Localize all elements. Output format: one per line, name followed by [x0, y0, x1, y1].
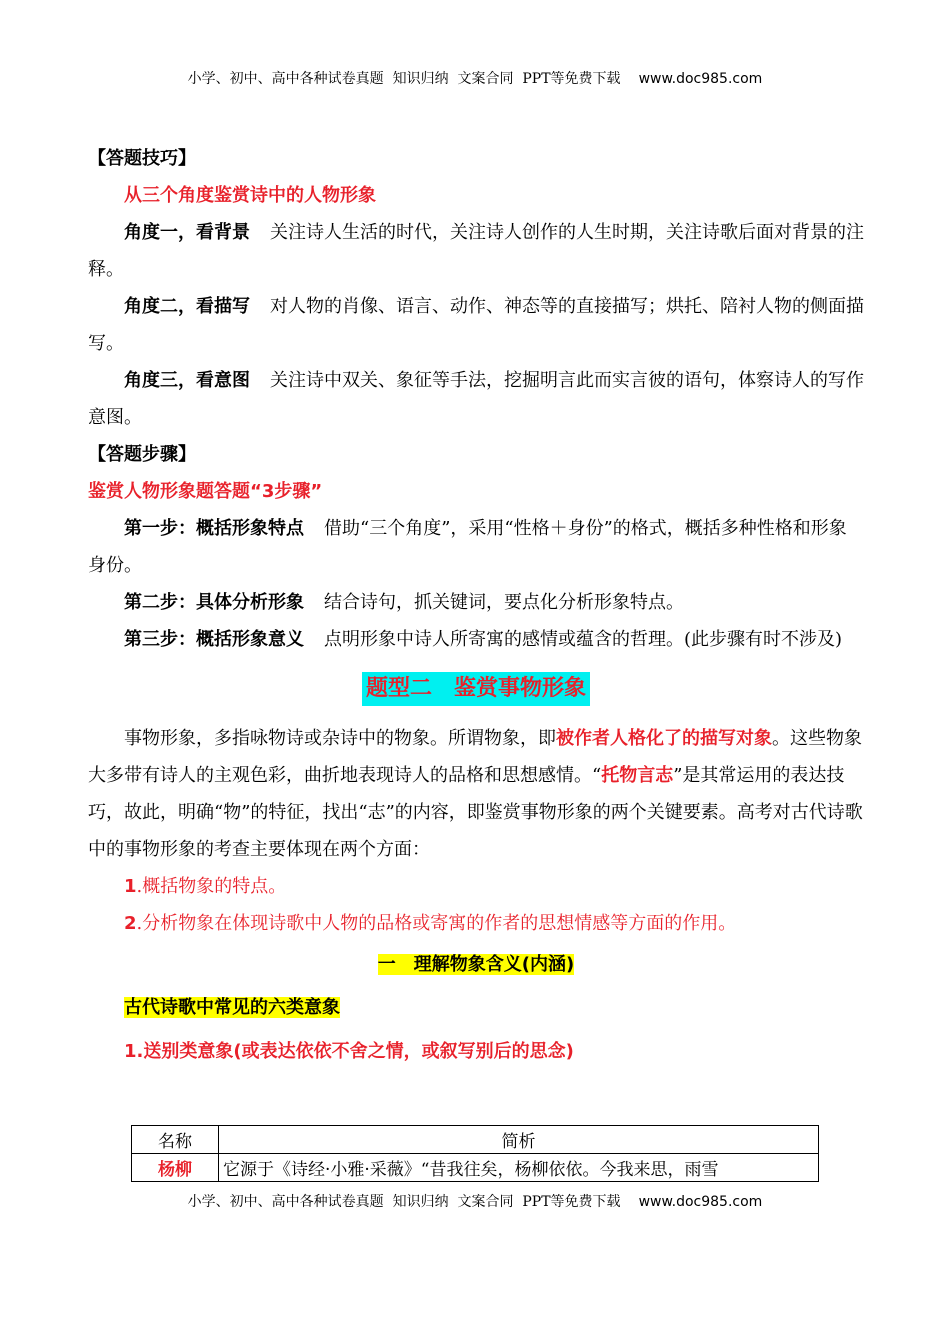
- imagery-table: [131, 1125, 819, 1182]
- intro-part-a: 事物形象，多指咏物诗或杂诗中的物象。所谓物象，即: [124, 728, 556, 749]
- step-3: [88, 621, 864, 658]
- intro-highlight-1: 被作者人格化了的描写对象: [556, 728, 772, 749]
- point-2-text: .分析物象在体现诗歌中人物的品格或寄寓的作者的思想情感等方面的作用。: [136, 913, 737, 934]
- step-1-text: 借助“三个角度”，采用“性格＋身份”的格式，概括多种性格和形象身份。: [88, 518, 847, 576]
- footer-url[interactable]: www.doc985.com: [638, 1194, 763, 1210]
- intro-highlight-2: 托物言志: [601, 765, 674, 786]
- table-header-row: [132, 1126, 819, 1154]
- point-1-text: .概括物象的特点。: [136, 876, 287, 897]
- steps-heading: 【答题步骤】: [88, 444, 196, 465]
- section-intro: [88, 720, 864, 868]
- footer-text: 小学、初中、高中各种试卷真题 知识归纳 文案合同 PPT等免费下载: [187, 1194, 621, 1210]
- point-2: [88, 905, 864, 942]
- sub-title: [88, 946, 864, 983]
- main-content: [88, 140, 864, 1081]
- step-2: [88, 584, 864, 621]
- step-1: [88, 510, 864, 584]
- tips-subheading: 从三个角度鉴赏诗中的人物形象: [124, 185, 376, 206]
- section-title-wrap: [88, 672, 864, 706]
- angle-3-text: 关注诗中双关、象征等手法，挖掘明言此而实言彼的语句，体察诗人的写作意图。: [88, 370, 864, 428]
- header-text: 小学、初中、高中各种试卷真题 知识归纳 文案合同 PPT等免费下载: [187, 71, 621, 87]
- angle-1-text: 关注诗人生活的时代，关注诗人创作的人生时期，关注诗歌后面对背景的注释。: [88, 222, 864, 280]
- angle-3: [88, 362, 864, 436]
- angle-1-label: 角度一，看背景: [124, 222, 250, 243]
- page-header: [0, 68, 950, 88]
- tips-heading: 【答题技巧】: [88, 148, 196, 169]
- point-1-num: 1: [124, 876, 137, 897]
- angle-3-label: 角度三，看意图: [124, 370, 250, 391]
- section-title: 题型二 鉴赏事物形象: [362, 672, 590, 706]
- intro-part-b: 。这些物象大多带有诗人的主观色彩，曲折地表现诗人的品格和思想感情。“: [88, 728, 862, 786]
- steps-subheading: 鉴赏人物形象题答题“3步骤”: [88, 481, 323, 502]
- point-1: [88, 868, 864, 905]
- angle-1: [88, 214, 864, 288]
- angle-2: [88, 288, 864, 362]
- step-1-label: 第一步：概括形象特点: [124, 518, 304, 539]
- table-cell-desc: 它源于《诗经·小雅·采薇》“昔我往矣，杨柳依依。今我来思，雨雪: [219, 1154, 819, 1182]
- page-footer: [0, 1191, 950, 1211]
- table-cell-name: 杨柳: [132, 1154, 219, 1182]
- step-3-label: 第三步：概括形象意义: [124, 629, 304, 650]
- common-heading: [124, 993, 864, 1023]
- intro-part-c: ”是其常运用的表达技巧，故此，明确“物”的特征，找出“志”的内容，即鉴赏事物形象的两个关键要素。高考对古代诗歌中的事物形象的考查主要体现在两个方面：: [88, 765, 863, 860]
- step-3-text: 点明形象中诗人所寄寓的感情或蕴含的哲理。(此步骤有时不涉及): [324, 629, 843, 650]
- table-header-name: 名称: [132, 1126, 219, 1154]
- header-url[interactable]: www.doc985.com: [638, 71, 763, 87]
- category-1-heading: 1.送别类意象(或表达依依不舍之情，或叙写别后的思念): [124, 1041, 574, 1062]
- step-2-label: 第二步：具体分析形象: [124, 592, 304, 613]
- angle-2-text: 对人物的肖像、语言、动作、神态等的直接描写；烘托、陪衬人物的侧面描写。: [88, 296, 864, 354]
- table-header-desc: 简析: [219, 1126, 819, 1154]
- table-row: [132, 1154, 819, 1182]
- common-heading-text: 古代诗歌中常见的六类意象: [124, 997, 340, 1018]
- angle-2-label: 角度二，看描写: [124, 296, 250, 317]
- point-2-num: 2: [124, 913, 137, 934]
- step-2-text: 结合诗句，抓关键词，要点化分析形象特点。: [324, 592, 684, 613]
- sub-title-text: 一 理解物象含义(内涵): [377, 954, 575, 975]
